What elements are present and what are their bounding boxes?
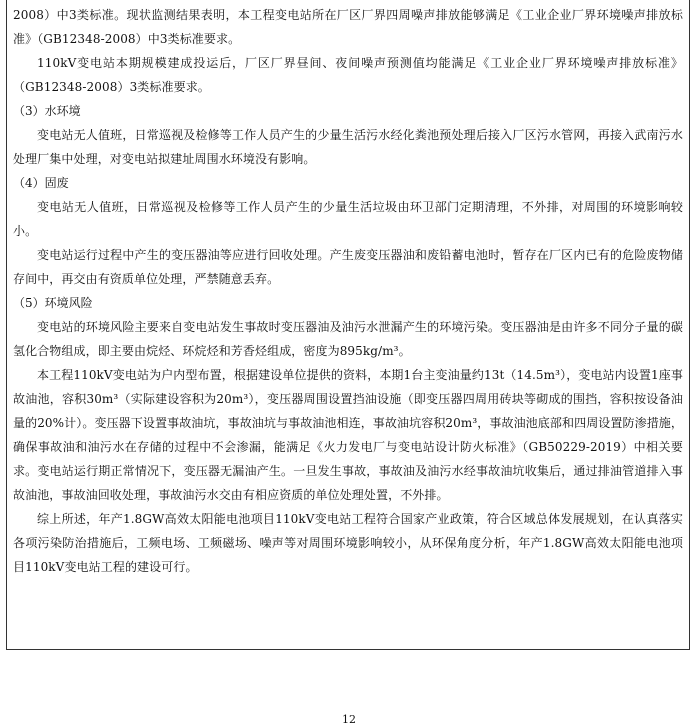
paragraph-conclusion: 综上所述，年产1.8GW高效太阳能电池项目110kV变电站工程符合国家产业政策，符合区域总体发展规划，在认真落实各项污染防治措施后，工频电场、工频磁场、噪声等对周围环境影响较小，从环保角度分析，年产1.8GW高效太阳能电池项目110kV变电站工程的建设可行。 xyxy=(13,512,683,574)
heading-solid-waste: （4）固废 xyxy=(13,176,69,190)
paragraph-hazardous-waste: 变电站运行过程中产生的变压器油等应进行回收处理。产生废变压器油和废铅蓄电池时，暂存在厂区内已有的危险废物储存间中，再交由有资质单位处理，严禁随意丢弃。 xyxy=(13,248,683,286)
paragraph-water-environment: 变电站无人值班，日常巡视及检修等工作人员产生的少量生活污水经化粪池预处理后接入厂区污水管网，再接入武南污水处理厂集中处理，对变电站拟建址周围水环境没有影响。 xyxy=(13,128,683,166)
paragraph-oil-facilities: 本工程110kV变电站为户内型布置，根据建设单位提供的资料，本期1台主变油量约13t（14.5m³），变电站内设置1座事故油池，容积30m³（实际建设容积为20m³），变压器周围设置挡油设施（即变压器四周用砖块等砌成的围挡，容积按设备油量的20%计）。变压器下设置事故油坑，事故油坑与事故油池相连，事故油坑容积20m³，事故油池底部和四周设置防渗措施，确保事故油和油污水在存储的过程中不会渗漏，能满足《火力发电厂与变电站设计防火标准》（GB50229-2019）中相关要求。变电站运行期正常情况下，变压器无漏油产生。一旦发生事故，事故油及油污水经事故油坑收集后，通过排油管道排入事故油池，事故油回收处理，事故油污水交由有相应资质的单位处理处置，不外排。 xyxy=(13,368,683,502)
paragraph-domestic-waste: 变电站无人值班，日常巡视及检修等工作人员产生的少量生活垃圾由环卫部门定期清理，不外排，对周围的环境影响较小。 xyxy=(13,200,683,238)
paragraph-noise-standard: 2008）中3类标准。现状监测结果表明，本工程变电站所在厂区厂界四周噪声排放能够满足《工业企业厂界环境噪声排放标准》（GB12348-2008）中3类标准要求。 xyxy=(13,8,683,46)
page-number: 12 xyxy=(342,713,356,726)
content-frame xyxy=(6,0,690,650)
paragraph-risk-source: 变电站的环境风险主要来自变电站发生事故时变压器油及油污水泄漏产生的环境污染。变压器油是由许多不同分子量的碳氢化合物组成，即主要由烷烃、环烷烃和芳香烃组成，密度为895kg/m³。 xyxy=(13,320,683,358)
heading-water-environment: （3）水环境 xyxy=(13,104,81,118)
paragraph-noise-prediction: 110kV变电站本期规模建成投运后，厂区厂界昼间、夜间噪声预测值均能满足《工业企业厂界环境噪声排放标准》（GB12348-2008）3类标准要求。 xyxy=(13,56,683,94)
heading-environmental-risk: （5）环境风险 xyxy=(13,296,93,310)
